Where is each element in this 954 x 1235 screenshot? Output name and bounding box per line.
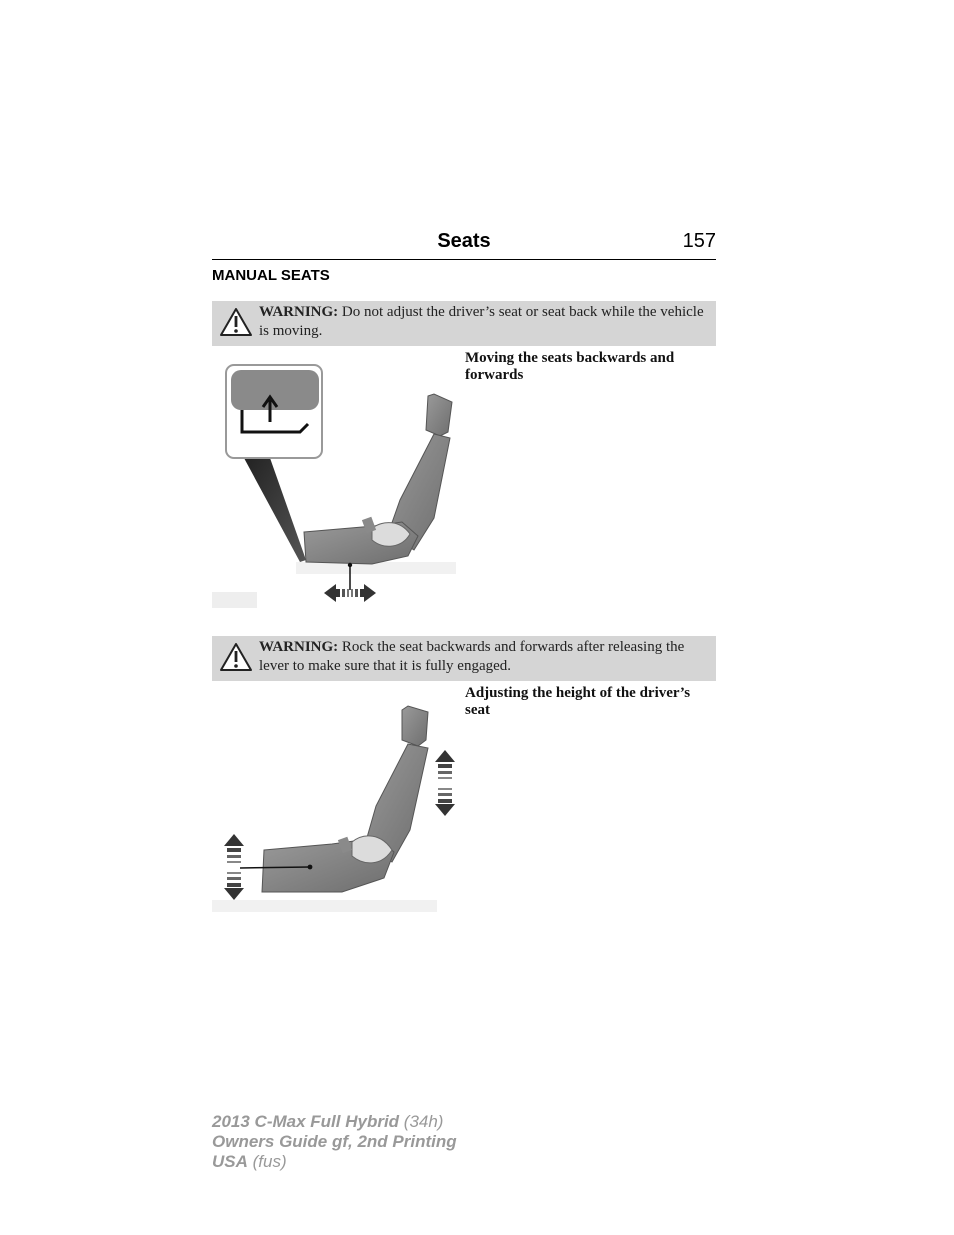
footer-guide: Owners Guide gf, 2nd Printing xyxy=(212,1132,457,1151)
warning-triangle-icon xyxy=(219,641,253,673)
page-title: Seats xyxy=(437,230,491,252)
page-number: 157 xyxy=(682,230,716,252)
warning-text xyxy=(259,303,710,341)
footer-line xyxy=(212,1152,457,1172)
warning-label: WARNING: xyxy=(259,639,339,655)
figure-caption: Adjusting the height of the driver’s seat xyxy=(465,685,691,718)
warning-triangle-icon xyxy=(219,306,253,338)
figure-caption: Moving the seats backwards and forwards xyxy=(465,350,675,383)
footer-line xyxy=(212,1112,457,1132)
footer-market: USA xyxy=(212,1152,248,1171)
page-header xyxy=(212,226,716,260)
page-footer xyxy=(212,1112,457,1172)
seat-height-illustration xyxy=(212,696,462,916)
seat-fore-aft-illustration xyxy=(212,360,462,610)
warning-box xyxy=(212,301,716,346)
warning-body: Rock the seat backwards and forwards after releasing the lever to make sure that it is fully engaged. xyxy=(259,639,685,674)
warning-label: WARNING: xyxy=(259,304,339,320)
footer-model: 2013 C-Max Full Hybrid xyxy=(212,1112,400,1131)
warning-box xyxy=(212,636,716,681)
warning-text xyxy=(259,638,710,676)
footer-line xyxy=(212,1132,457,1152)
section-title: MANUAL SEATS xyxy=(212,267,330,284)
warning-body: Do not adjust the driver’s seat or seat back while the vehicle is moving. xyxy=(259,304,704,339)
footer-market-code: (fus) xyxy=(247,1152,287,1171)
footer-code: (34h) xyxy=(399,1112,444,1131)
